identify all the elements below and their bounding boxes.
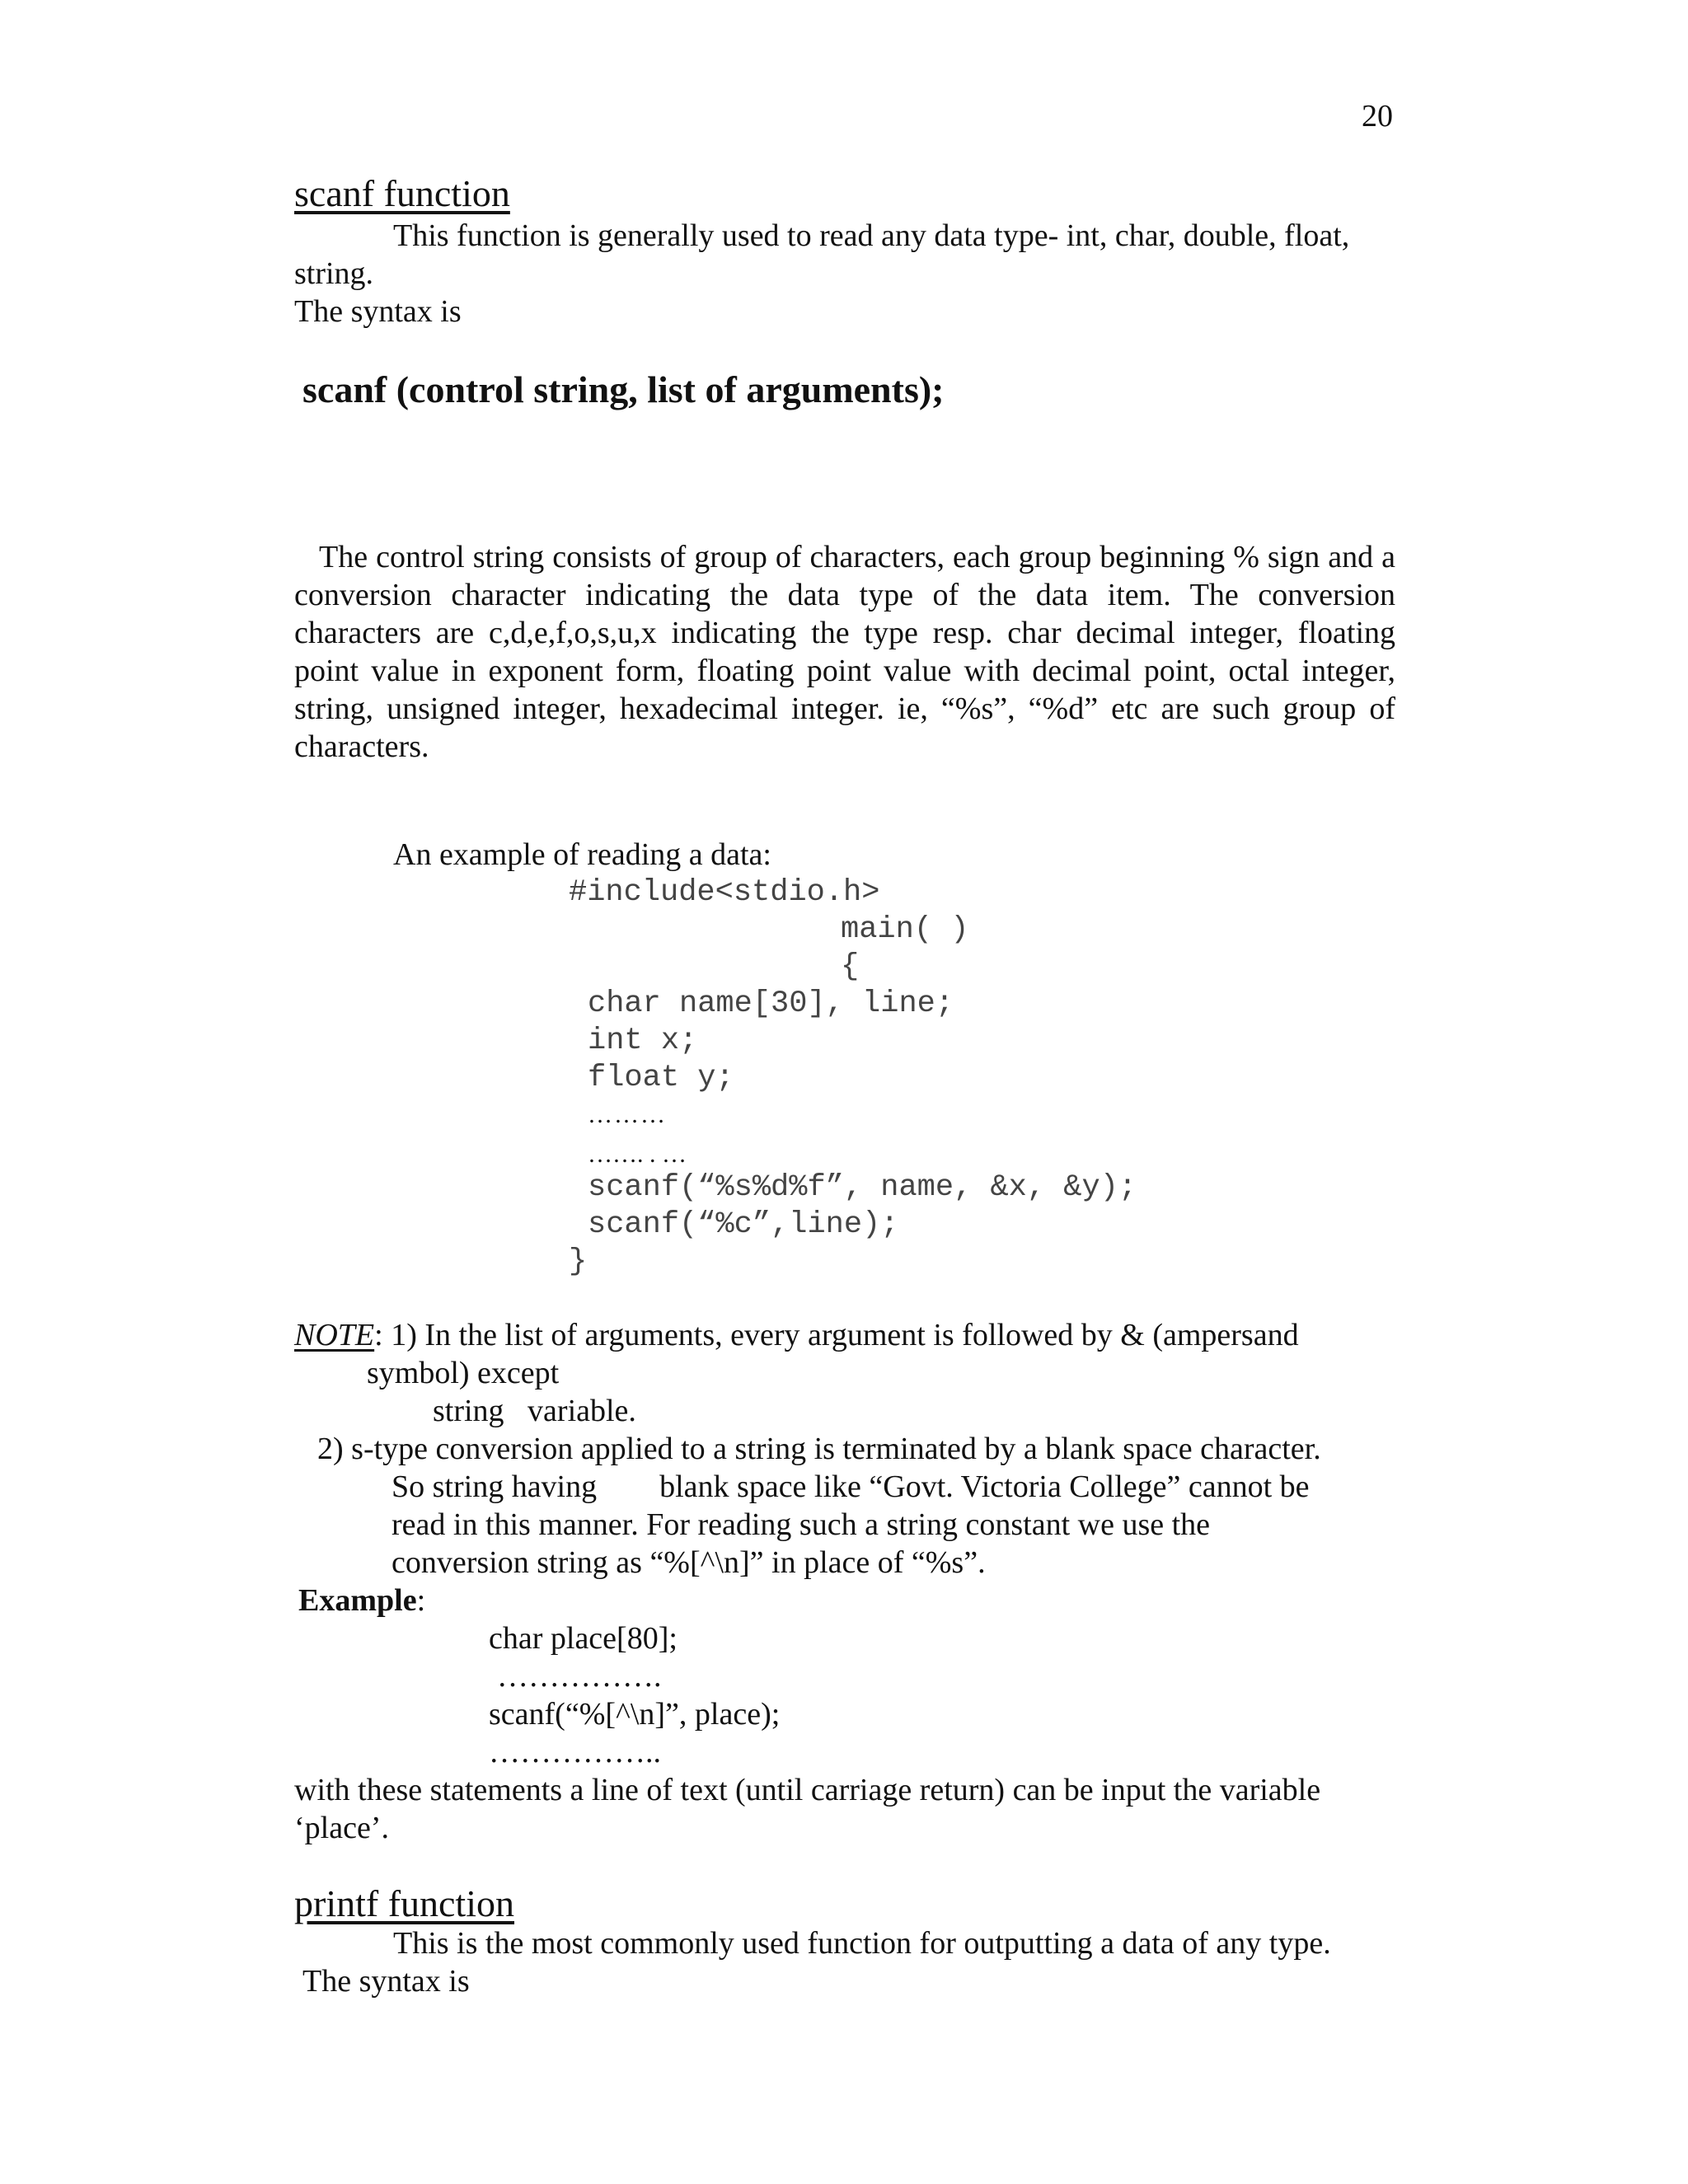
printf-heading: printf function xyxy=(294,1882,514,1924)
example-label-colon: : xyxy=(416,1583,426,1618)
code-ellipsis-2: ……. . … xyxy=(588,1141,687,1168)
code-ellipsis-1: ……… xyxy=(588,1101,667,1128)
code-char-decl: char name[30], line; xyxy=(588,987,954,1021)
note-item2-line1: 2) s-type conversion applied to a string is terminated by a blank space character. xyxy=(317,1432,1321,1466)
code-open-brace: { xyxy=(841,949,860,984)
after-example-line2: ‘place’. xyxy=(294,1811,389,1845)
scanf-intro-line2: string. xyxy=(294,256,374,291)
note-item1-line3: string variable. xyxy=(433,1394,636,1428)
code-float-decl: float y; xyxy=(588,1061,734,1095)
example-label-text: Example xyxy=(298,1583,417,1618)
code-include: #include<stdio.h> xyxy=(569,875,880,910)
example-code-line1: char place[80]; xyxy=(489,1621,678,1656)
note-item1-text: : 1) In the list of arguments, every argument is followed by & (ampersand xyxy=(374,1318,1299,1352)
code-scanf-1: scanf(“%s%d%f”, name, &x, &y); xyxy=(588,1170,1137,1205)
note-item2-line2: So string having blank space like “Govt. Victoria College” cannot be xyxy=(392,1469,1310,1504)
code-scanf-2: scanf(“%c”,line); xyxy=(588,1207,899,1242)
note-label: NOTE xyxy=(294,1318,375,1352)
note-item1-line2: symbol) except xyxy=(367,1356,560,1390)
example-code-line4: …………….. xyxy=(489,1735,661,1769)
control-string-description: The control string consists of group of characters, each group beginning % sign and a conversion character indicating the data type of the data item. The conversion characters are c,d,e,f,o,s,u,x indicating the type resp. char decimal integer, floating point value in exponent form, floating point value with decimal point, octal integer, string, unsigned integer, hexadecimal integer. ie, “%s”, “%d” etc are such group of characters. xyxy=(294,540,1395,764)
example-label xyxy=(298,1582,425,1619)
example-code-line2: ……………. xyxy=(497,1659,662,1694)
printf-syntax-label: The syntax is xyxy=(302,1964,470,1999)
example-intro: An example of reading a data: xyxy=(393,837,771,872)
scanf-syntax-label: The syntax is xyxy=(294,294,462,329)
scanf-syntax: scanf (control string, list of arguments); xyxy=(302,368,945,410)
code-int-decl: int x; xyxy=(588,1024,698,1058)
example-code-line3: scanf(“%[^\n]”, place); xyxy=(489,1697,781,1732)
code-main: main( ) xyxy=(841,912,969,947)
note-item2-line3: read in this manner. For reading such a string constant we use the xyxy=(392,1507,1211,1542)
printf-intro: This is the most commonly used function for outputting a data of any type. xyxy=(393,1926,1331,1961)
code-close-brace: } xyxy=(569,1244,588,1279)
scanf-intro-line1: This function is generally used to read any data type- int, char, double, float, xyxy=(393,218,1350,253)
note-item1-line1 xyxy=(294,1316,1299,1354)
scanf-heading: scanf function xyxy=(294,172,510,214)
note-item2-line4: conversion string as “%[^\n]” in place of “%s”. xyxy=(392,1545,986,1580)
after-example-line1: with these statements a line of text (until carriage return) can be input the variable xyxy=(294,1773,1321,1807)
page-number: 20 xyxy=(1362,99,1393,134)
